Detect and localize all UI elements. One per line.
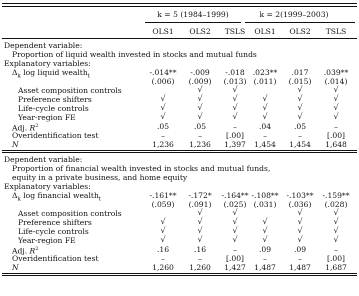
checkmark-icon [197,103,202,112]
adj-r2-label: Adj. $R^2$ [12,122,39,133]
header-bottom-rule [2,38,357,39]
coefficient: .023** [252,67,278,77]
coefficient: -.014** [149,67,177,77]
checkmark-icon [197,112,202,121]
overid-value: [.00] [225,253,245,263]
coefficient: -.161** [149,190,177,200]
explanatory-variables-label: Explanatory variables: [4,58,91,68]
checkmark-icon [333,226,338,235]
checkmark-icon [160,112,165,121]
coefficient: -.103** [286,190,314,200]
checkmark-icon [197,208,202,217]
overid-value: – [298,130,302,140]
column-header: OLS2 [189,26,211,36]
checkmark-icon [297,85,302,94]
adj-r2-label: Adj. $R^2$ [12,245,39,256]
checkmark-icon [297,208,302,217]
dependent-variable-label: Dependent variable: [4,154,83,164]
column-header: OLS1 [254,26,276,36]
group1-header: k = 5 (1984–1999) [157,10,229,19]
adj-r2-value: .09 [258,244,272,254]
overid-value: – [161,130,165,140]
checkmark-icon [197,94,202,103]
checkmark-icon [232,112,237,121]
adj-r2-value: – [334,121,338,131]
standard-error: (.025) [223,199,247,209]
n-value: 1,687 [325,262,347,272]
standard-error: (.028) [324,199,348,209]
checkmark-icon [262,217,267,226]
n-value: 1,236 [152,139,174,149]
adj-r2-value: – [334,244,338,254]
standard-error: (.009) [188,76,212,86]
checkmark-icon [262,226,267,235]
n-value: 1,260 [189,262,211,272]
main-variable-label: $\Delta_k$ log liquid wealth$_t$ [12,67,90,80]
column-header: TSLS [224,26,246,36]
checkmark-icon [297,235,302,244]
overid-value: – [198,130,202,140]
checkmark-icon [160,226,165,235]
checkmark-icon [333,235,338,244]
n-value: 1,427 [224,262,246,272]
dependent-variable-label: Dependent variable: [4,40,83,50]
control-label: Life-cycle controls [18,103,89,113]
dependent-variable-desc: Proportion of liquid wealth invested in stocks and mutual funds [12,49,257,59]
checkmark-icon [333,103,338,112]
adj-r2-value: .09 [293,244,307,254]
checkmark-icon [297,226,302,235]
control-label: Year-region FE [18,112,76,122]
adj-r2-value: – [233,121,237,131]
standard-error: (.031) [253,199,277,209]
checkmark-icon [160,103,165,112]
standard-error: (.014) [324,76,348,86]
overid-label: Overidentification test [12,253,99,263]
checkmark-icon [297,217,302,226]
checkmark-icon [297,103,302,112]
n-label: N [12,139,19,149]
overid-value: – [263,130,267,140]
coefficient: .039** [323,67,349,77]
standard-error: (.059) [151,199,175,209]
n-value: 1,648 [325,139,347,149]
checkmark-icon [333,85,338,94]
control-label: Preference shifters [18,217,92,227]
checkmark-icon [197,217,202,226]
n-value: 1,454 [254,139,276,149]
coefficient: -.159** [322,190,350,200]
checkmark-icon [197,85,202,94]
overid-label: Overidentification test [12,130,99,140]
checkmark-icon [333,208,338,217]
dependent-variable-desc: Proportion of financial wealth invested in stocks and mutual funds, [12,163,271,173]
checkmark-icon [160,94,165,103]
checkmark-icon [297,112,302,121]
adj-r2-value: .05 [193,121,207,131]
coefficient: -.172* [188,190,212,200]
checkmark-icon [297,94,302,103]
n-value: 1,487 [289,262,311,272]
standard-error: (.011) [253,76,277,86]
coefficient: -.164** [221,190,249,200]
checkmark-icon [197,226,202,235]
checkmark-icon [262,94,267,103]
adj-r2-value: .04 [258,121,272,131]
checkmark-icon [160,217,165,226]
checkmark-icon [232,85,237,94]
checkmark-icon [232,94,237,103]
checkmark-icon [232,208,237,217]
checkmark-icon [232,226,237,235]
standard-error: (.091) [188,199,212,209]
checkmark-icon [232,103,237,112]
control-label: Life-cycle controls [18,226,89,236]
dependent-variable-desc: equity in a private business, and home equity [12,172,188,182]
overid-value: – [161,253,165,263]
n-value: 1,236 [189,139,211,149]
adj-r2-value: .05 [293,121,307,131]
n-value: 1,260 [152,262,174,272]
column-header: OLS1 [152,26,174,36]
checkmark-icon [262,103,267,112]
explanatory-variables-label: Explanatory variables: [4,181,91,191]
top-rule [2,3,357,4]
n-label: N [12,262,19,272]
control-label: Asset composition controls [18,85,122,95]
coefficient: -.108** [251,190,279,200]
checkmark-icon [333,94,338,103]
n-value: 1,397 [224,139,246,149]
overid-value: – [263,253,267,263]
overid-value: [.00] [326,253,346,263]
n-value: 1,487 [254,262,276,272]
main-variable-label: $\Delta_k$ log financial wealth$_t$ [12,190,102,203]
overid-value: – [298,253,302,263]
group1-underline [145,22,241,23]
standard-error: (.036) [288,199,312,209]
panel-separator-2 [2,152,357,153]
overid-value: [.00] [225,130,245,140]
coefficient: .017 [291,67,309,77]
coefficient: -.018 [225,67,245,77]
checkmark-icon [232,235,237,244]
checkmark-icon [262,235,267,244]
bottom-rule-1 [2,273,357,274]
control-label: Preference shifters [18,94,92,104]
adj-r2-value: .16 [156,244,170,254]
group2-header: k = 2(1999–2003) [259,10,329,19]
checkmark-icon [262,112,267,121]
standard-error: (.015) [288,76,312,86]
overid-value: – [198,253,202,263]
checkmark-icon [160,235,165,244]
bottom-rule-2 [2,275,357,276]
coefficient: -.009 [190,67,210,77]
standard-error: (.006) [151,76,175,86]
checkmark-icon [197,235,202,244]
top-rule-2 [2,6,357,7]
column-header: OLS2 [289,26,311,36]
adj-r2-value: .05 [156,121,170,131]
standard-error: (.013) [223,76,247,86]
column-header: TSLS [325,26,347,36]
checkmark-icon [333,217,338,226]
group2-underline [245,22,355,23]
adj-r2-value: – [233,244,237,254]
control-label: Asset composition controls [18,208,122,218]
checkmark-icon [333,112,338,121]
overid-value: [.00] [326,130,346,140]
checkmark-icon [232,217,237,226]
adj-r2-value: .16 [193,244,207,254]
panel-separator-1 [2,150,357,151]
n-value: 1,454 [289,139,311,149]
control-label: Year-region FE [18,235,76,245]
